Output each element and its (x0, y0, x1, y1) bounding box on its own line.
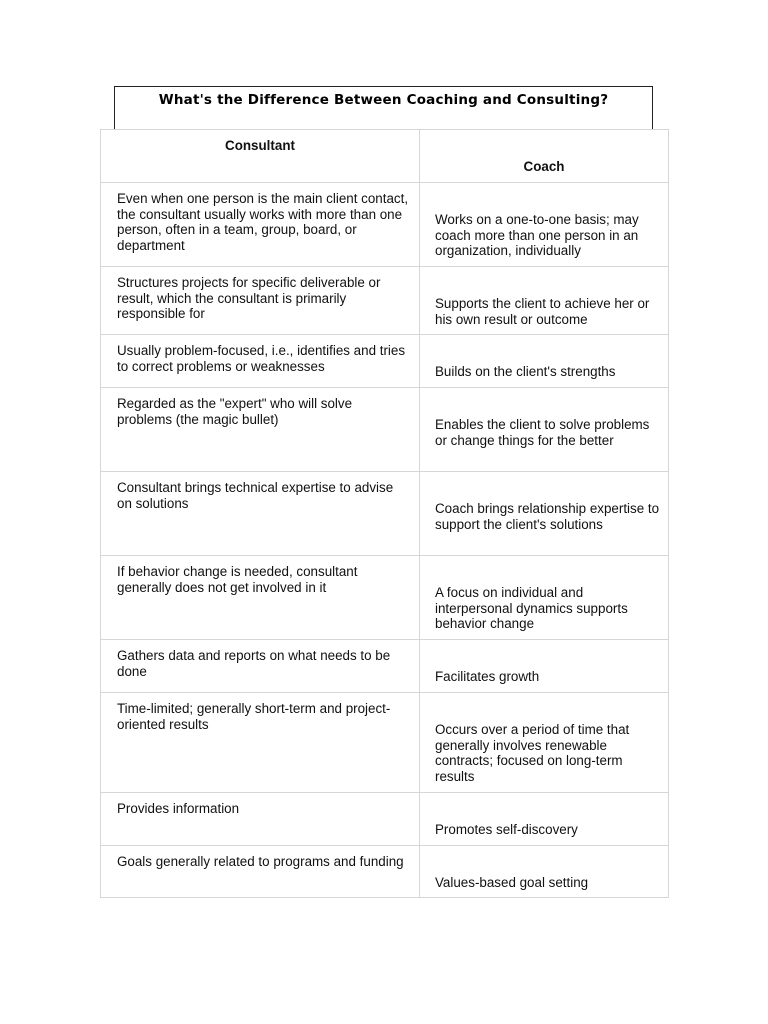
coach-cell (420, 388, 669, 472)
coach-cell (420, 335, 669, 388)
consultant-cell (101, 267, 420, 335)
table-row (101, 556, 669, 640)
table-row (101, 388, 669, 472)
column-header-coach: Coach (523, 159, 565, 174)
title-box (114, 86, 653, 130)
consultant-cell (101, 640, 420, 693)
consultant-text: Regarded as the "expert" who will solve problems (the magic bullet) (117, 396, 353, 427)
consultant-text: Usually problem-focused, i.e., identifies and tries to correct problems or weaknesses (117, 343, 406, 374)
consultant-text: If behavior change is needed, consultant generally does not get involved in it (117, 564, 358, 595)
coach-text: Builds on the client's strengths (435, 364, 616, 379)
table-row (101, 472, 669, 556)
coach-text: Promotes self-discovery (435, 822, 578, 837)
consultant-text: Structures projects for specific deliverable or result, which the consultant is primarily responsible for (117, 275, 381, 322)
coach-text: Coach brings relationship expertise to support the client's solutions (435, 501, 660, 532)
coach-cell (420, 267, 669, 335)
coach-text: Occurs over a period of time that generally involves renewable contracts; focused on long-term results (435, 722, 630, 784)
column-header-consultant: Consultant (225, 138, 295, 153)
document-title: What's the Difference Between Coaching and Consulting? (158, 92, 609, 108)
coach-text: Supports the client to achieve her or his own result or outcome (435, 296, 650, 327)
coach-text: Facilitates growth (435, 669, 540, 684)
coach-cell (420, 693, 669, 793)
coach-text: Enables the client to solve problems or change things for the better (435, 417, 650, 448)
consultant-cell (101, 793, 420, 846)
consultant-text: Goals generally related to programs and funding (117, 854, 404, 869)
coach-text: Works on a one-to-one basis; may coach more than one person in an organization, individually (435, 212, 639, 259)
table-row (101, 183, 669, 267)
coach-cell (420, 846, 669, 898)
table-row (101, 693, 669, 793)
comparison-table (100, 129, 669, 898)
header-cell-coach (420, 130, 669, 183)
table-row (101, 793, 669, 846)
table-row (101, 846, 669, 898)
consultant-text: Consultant brings technical expertise to advise on solutions (117, 480, 394, 511)
consultant-cell (101, 183, 420, 267)
table-row (101, 335, 669, 388)
coach-cell (420, 640, 669, 693)
table-row (101, 267, 669, 335)
coach-cell (420, 183, 669, 267)
consultant-text: Time-limited; generally short-term and project-oriented results (117, 701, 391, 732)
header-cell-consultant (101, 130, 420, 183)
coach-cell (420, 793, 669, 846)
consultant-cell (101, 693, 420, 793)
coach-text: A focus on individual and interpersonal dynamics supports behavior change (435, 585, 628, 632)
consultant-cell (101, 335, 420, 388)
table-row (101, 640, 669, 693)
consultant-text: Provides information (117, 801, 240, 816)
coach-text: Values-based goal setting (435, 875, 589, 890)
consultant-cell (101, 388, 420, 472)
consultant-text: Gathers data and reports on what needs to be done (117, 648, 391, 679)
coach-cell (420, 556, 669, 640)
coach-cell (420, 472, 669, 556)
consultant-text: Even when one person is the main client contact, the consultant usually works with more than one person, often in a team, group, board, or department (117, 191, 409, 253)
consultant-cell (101, 472, 420, 556)
consultant-cell (101, 556, 420, 640)
table-header-row (101, 130, 669, 183)
consultant-cell (101, 846, 420, 898)
